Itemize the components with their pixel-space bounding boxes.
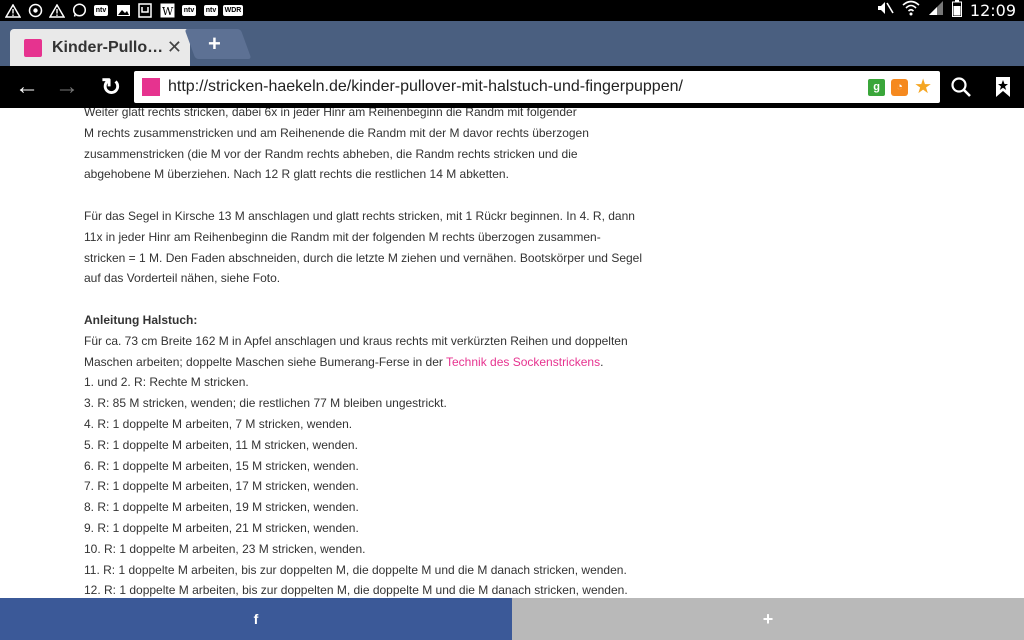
wifi-icon bbox=[902, 0, 920, 21]
more-share-button[interactable]: + bbox=[512, 598, 1024, 640]
url-text[interactable]: http://stricken-haekeln.de/kinder-pullover-mit-halstuch-und-fingerpuppen/ bbox=[168, 78, 683, 95]
wdr-icon: WDR bbox=[224, 7, 242, 14]
paragraph-boat: Weiter glatt rechts stricken, dabei 6x in jeder Hinr am Reihenbeginn die Randm mit folgender M rechts zusammenstricken und am Reihenende die Randm mit der M davor rechts überzogen zusammenstricken (die M vor der Randm rechts abheben, die Randm rechts stricken und die abgehobene M überziehen. Nach 12 R glatt rechts die restlichen 14 M abketten. bbox=[84, 108, 589, 182]
url-bar[interactable] bbox=[134, 71, 940, 103]
app-icon bbox=[136, 3, 154, 18]
row-instruction: 1. und 2. R: Rechte M stricken. bbox=[84, 375, 249, 390]
notification-icons bbox=[0, 3, 242, 18]
row-instruction: 3. R: 85 M stricken, wenden; die restlichen 77 M bleiben ungestrickt. bbox=[84, 396, 447, 411]
search-icon[interactable] bbox=[946, 72, 976, 102]
battery-icon bbox=[952, 0, 962, 22]
page-content bbox=[0, 108, 1024, 598]
row-instruction: 6. R: 1 doppelte M arbeiten, 15 M stricken, wenden. bbox=[84, 458, 359, 473]
technique-link[interactable]: Technik des Sockenstrickens bbox=[446, 354, 601, 369]
signal-icon bbox=[928, 0, 944, 21]
warning-icon bbox=[48, 3, 66, 18]
whatsapp-icon bbox=[70, 3, 88, 18]
ntv-icon: ntv bbox=[183, 7, 195, 14]
system-icons bbox=[876, 0, 1016, 21]
svg-text:W: W bbox=[161, 5, 173, 18]
image-icon bbox=[114, 3, 132, 18]
intro-line-link: Maschen arbeiten; doppelte Maschen siehe Bumerang-Ferse in der Technik des Sockenstrickens. bbox=[84, 354, 604, 369]
section-heading: Anleitung Halstuch: bbox=[84, 312, 198, 327]
tab-strip bbox=[0, 21, 1024, 66]
mute-icon bbox=[876, 0, 894, 21]
forward-button[interactable]: → bbox=[55, 73, 79, 100]
intro-line: Für ca. 73 cm Breite 162 M in Apfel anschlagen und kraus rechts mit verkürzten Reihen und doppelten bbox=[84, 333, 628, 348]
target-icon bbox=[26, 3, 44, 18]
bookmarks-icon[interactable] bbox=[988, 72, 1018, 102]
row-instruction: 11. R: 1 doppelte M arbeiten, bis zur doppelten M, die doppelte M und die M danach stricken, wenden. bbox=[84, 562, 627, 577]
url-bar-icons bbox=[868, 75, 932, 98]
row-instruction: 9. R: 1 doppelte M arbeiten, 21 M stricken, wenden. bbox=[84, 520, 359, 535]
site-favicon-icon bbox=[24, 39, 42, 57]
row-instruction: 12. R: 1 doppelte M arbeiten, bis zur doppelten M, die doppelte M und die M danach stricken, wenden. bbox=[84, 583, 628, 598]
wikipedia-icon bbox=[158, 3, 176, 18]
site-favicon-icon bbox=[142, 78, 160, 96]
row-instruction: 5. R: 1 doppelte M arbeiten, 11 M stricken, wenden. bbox=[84, 437, 358, 452]
evernote-icon[interactable]: g bbox=[868, 79, 885, 96]
article-body bbox=[84, 108, 654, 598]
plus-icon[interactable]: + bbox=[208, 31, 221, 56]
share-bar bbox=[0, 598, 1024, 640]
bookmark-star-icon[interactable]: ★ bbox=[914, 75, 932, 98]
row-instruction: 7. R: 1 doppelte M arbeiten, 17 M stricken, wenden. bbox=[84, 479, 359, 494]
reload-button[interactable]: ↻ bbox=[100, 73, 122, 101]
ntv-icon: ntv bbox=[95, 7, 107, 14]
back-button[interactable]: ← bbox=[15, 73, 39, 100]
tab-title: Kinder-Pullo… bbox=[52, 38, 164, 56]
status-bar bbox=[0, 0, 1024, 21]
clock: 12:09 bbox=[969, 1, 1016, 20]
tab-active[interactable] bbox=[10, 29, 190, 66]
facebook-share-button[interactable]: f bbox=[0, 598, 512, 640]
row-instruction: 10. R: 1 doppelte M arbeiten, 23 M stricken, wenden. bbox=[84, 541, 366, 556]
close-tab-icon[interactable]: ✕ bbox=[166, 37, 182, 57]
paragraph-sail: Für das Segel in Kirsche 13 M anschlagen und glatt rechts stricken, mit 1 Rückr beginnen. In 4. R, dann 11x in jeder Hinr am Reihenbeginn die Randm mit der folgenden M rechts überzogen zusammen- stricken = 1 M. Den Faden abschneiden, durch die letzte M ziehen und vernähen. Bootskörper und Segel auf das Vorderteil nähen, siehe Foto. bbox=[84, 208, 643, 286]
ntv-icon: ntv bbox=[205, 7, 217, 14]
row-instruction: 8. R: 1 doppelte M arbeiten, 19 M stricken, wenden. bbox=[84, 500, 359, 515]
warning-icon bbox=[4, 3, 22, 18]
browser-toolbar bbox=[0, 66, 1024, 108]
rss-icon[interactable]: ◔ bbox=[891, 79, 908, 96]
row-instruction: 4. R: 1 doppelte M arbeiten, 7 M stricken, wenden. bbox=[84, 416, 353, 431]
